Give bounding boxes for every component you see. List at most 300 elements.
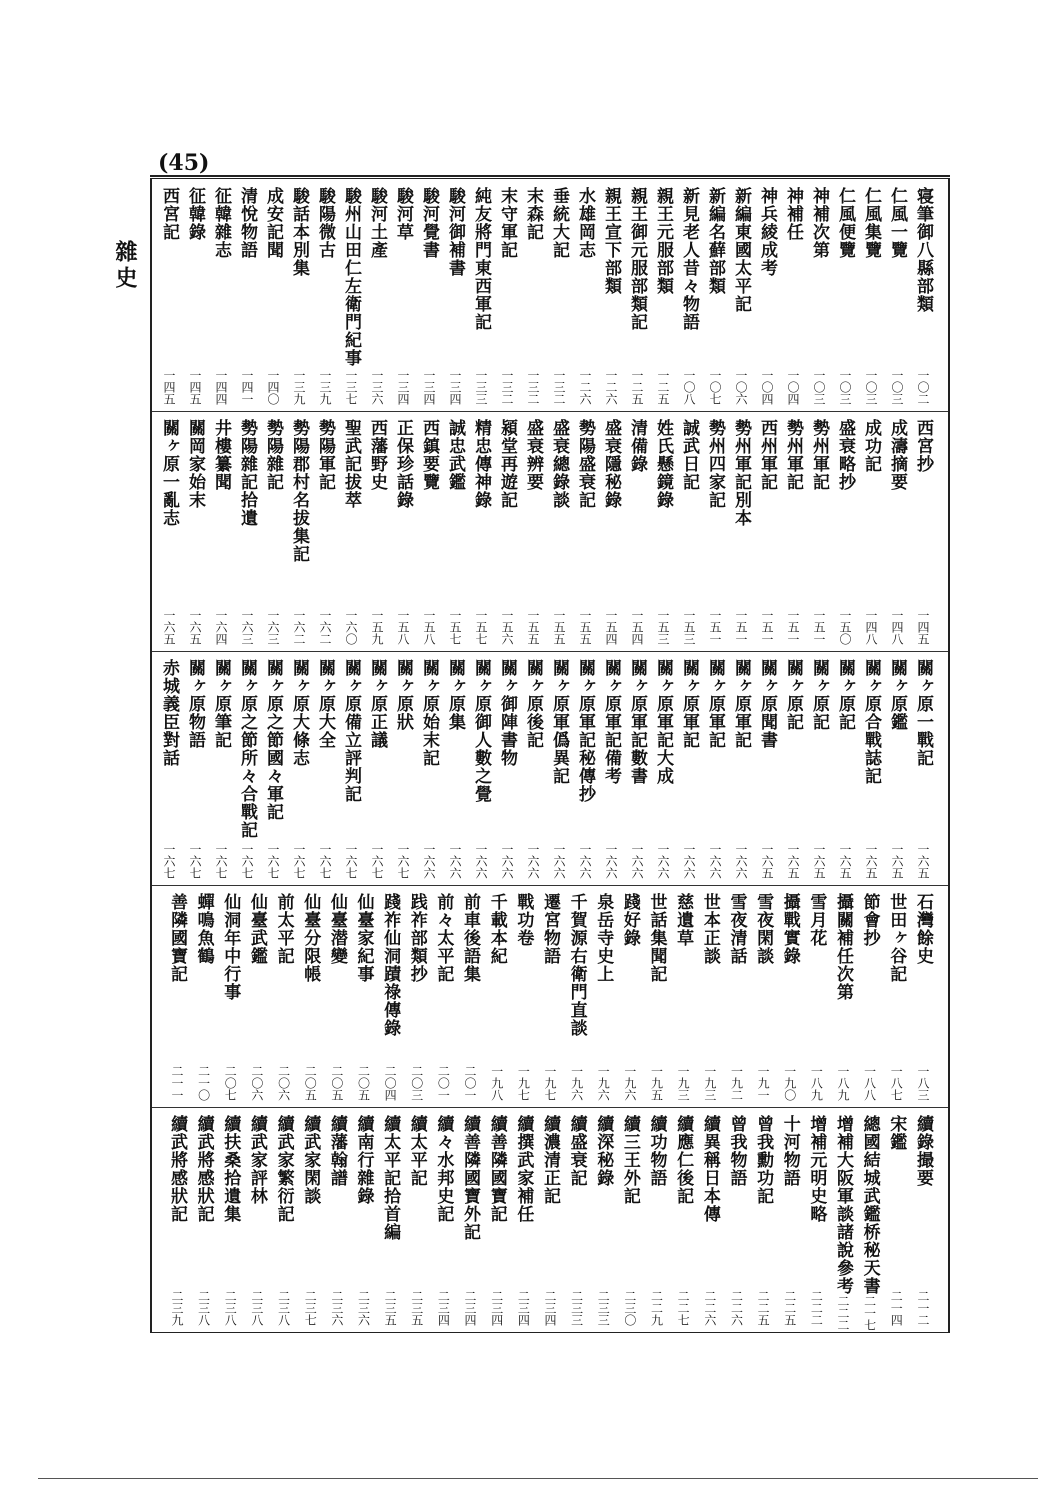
index-entry bbox=[260, 419, 286, 645]
index-entry bbox=[416, 659, 442, 879]
entry-title: 西宮抄 bbox=[913, 419, 933, 473]
index-entry bbox=[286, 659, 312, 879]
entry-page-number: 一九七 bbox=[542, 1065, 557, 1101]
section-divider bbox=[152, 651, 948, 652]
index-entry bbox=[442, 659, 468, 879]
entry-page-number: 一三四 bbox=[448, 369, 462, 405]
entry-page-number: 二三四 bbox=[542, 1290, 557, 1326]
entry-title: 新見老人昔々物語 bbox=[679, 187, 699, 331]
entry-title: 仙洞年中行事 bbox=[220, 893, 241, 1001]
entry-page-number: 一六六 bbox=[448, 843, 462, 879]
index-entry bbox=[803, 893, 829, 1101]
entry-title: 寝筆御八縣部類 bbox=[913, 187, 933, 313]
entry-title: 成功記 bbox=[861, 419, 881, 473]
index-entry bbox=[728, 659, 754, 879]
entry-title: 勢州軍記 bbox=[783, 419, 803, 491]
entry-page-number: 二〇三 bbox=[409, 1065, 424, 1101]
index-entry bbox=[572, 659, 598, 879]
entry-title: 遷宮物語 bbox=[539, 893, 560, 965]
index-entry bbox=[260, 659, 286, 879]
entry-page-number: 一〇三 bbox=[864, 369, 878, 405]
entry-page-number: 一四五 bbox=[188, 369, 202, 405]
index-entry bbox=[182, 659, 208, 879]
entry-page-number: 二三四 bbox=[489, 1290, 504, 1326]
index-entry bbox=[624, 419, 650, 645]
index-entry bbox=[830, 893, 856, 1101]
index-entry bbox=[404, 893, 430, 1101]
index-entry bbox=[430, 893, 456, 1101]
page-number: (45) bbox=[158, 150, 210, 176]
index-entry bbox=[702, 659, 728, 879]
entry-page-number: 一六六 bbox=[604, 843, 618, 879]
entry-title: 關ヶ原軍記備考 bbox=[601, 659, 621, 785]
entry-page-number: 一六七 bbox=[240, 843, 254, 879]
entry-page-number: 一五三 bbox=[682, 609, 696, 645]
index-entry bbox=[884, 659, 910, 879]
entry-page-number: 一五六 bbox=[500, 609, 514, 645]
entry-page-number: 一五〇 bbox=[838, 609, 852, 645]
entry-page-number: 二〇一 bbox=[463, 1065, 478, 1101]
entry-title: 盛衰略抄 bbox=[835, 419, 855, 491]
entry-page-number: 一六七 bbox=[188, 843, 202, 879]
index-entry bbox=[780, 659, 806, 879]
entry-page-number: 一四一 bbox=[240, 369, 254, 405]
entry-page-number: 一九五 bbox=[649, 1065, 664, 1101]
entry-page-number: 一六三 bbox=[266, 609, 280, 645]
side-label: 雜史 bbox=[112, 240, 138, 292]
index-entry bbox=[754, 419, 780, 645]
entry-title: 關ヶ原大條志 bbox=[289, 659, 309, 767]
entry-page-number: 一五四 bbox=[604, 609, 618, 645]
entry-title: 關ヶ原之節所々合戰記 bbox=[237, 659, 257, 839]
index-section-1 bbox=[152, 179, 948, 411]
entry-title: 關ヶ原軍記 bbox=[731, 659, 751, 749]
index-entry bbox=[806, 187, 832, 405]
entry-page-number: 一九一 bbox=[756, 1065, 771, 1101]
entry-title: 慈遺草 bbox=[673, 893, 694, 947]
index-entry bbox=[390, 659, 416, 879]
entry-title: 續功物語 bbox=[646, 1115, 667, 1187]
index-entry bbox=[442, 419, 468, 645]
index-entry bbox=[364, 659, 390, 879]
entry-title: 續武家閑談 bbox=[300, 1115, 321, 1205]
entry-page-number: 一四八 bbox=[864, 609, 878, 645]
entry-title: 前太平記 bbox=[273, 893, 294, 965]
entry-page-number: 二一二 bbox=[915, 1290, 930, 1326]
entry-title: 總國結城武鑑桥秘天書 bbox=[859, 1115, 880, 1295]
entry-page-number: 一九三 bbox=[676, 1065, 691, 1101]
entry-page-number: 一〇四 bbox=[786, 369, 800, 405]
entry-page-number: 二一〇 bbox=[196, 1065, 211, 1101]
entry-title: 井樓纂聞 bbox=[211, 419, 231, 491]
index-entry bbox=[484, 893, 510, 1101]
entry-page-number: 一九二 bbox=[729, 1065, 744, 1101]
index-entry bbox=[286, 419, 312, 645]
entry-title: 勢州軍記別本 bbox=[731, 419, 751, 527]
entry-title: 世話集聞記 bbox=[646, 893, 667, 983]
entry-title: 關ヶ原大全 bbox=[315, 659, 335, 749]
index-entry bbox=[156, 419, 182, 645]
index-entry bbox=[234, 659, 260, 879]
entry-title: 十河物語 bbox=[779, 1115, 800, 1187]
entry-page-number: 二三八 bbox=[223, 1290, 238, 1326]
entry-page-number: 一五八 bbox=[422, 609, 436, 645]
entry-title: 駿河土產 bbox=[367, 187, 387, 259]
entry-title: 仙臺潜變 bbox=[326, 893, 347, 965]
entry-page-number: 二〇五 bbox=[303, 1065, 318, 1101]
entry-page-number: 二〇五 bbox=[329, 1065, 344, 1101]
index-entry bbox=[858, 419, 884, 645]
entry-page-number: 一四四 bbox=[214, 369, 228, 405]
entry-page-number: 一五五 bbox=[552, 609, 566, 645]
entry-page-number: 一六六 bbox=[708, 843, 722, 879]
index-entry bbox=[191, 1115, 217, 1326]
entry-page-number: 一三二 bbox=[526, 369, 540, 405]
entry-page-number: 二三九 bbox=[170, 1290, 184, 1326]
entry-title: 水雄岡志 bbox=[575, 187, 595, 259]
index-entry bbox=[777, 893, 803, 1101]
index-entry bbox=[377, 1115, 403, 1326]
entry-title: 仙臺武鑑 bbox=[246, 893, 267, 965]
entry-title: 清悅物語 bbox=[237, 187, 257, 259]
index-entry bbox=[510, 893, 536, 1101]
index-entry bbox=[910, 419, 936, 645]
index-entry bbox=[676, 419, 702, 645]
index-entry bbox=[404, 1115, 430, 1326]
entry-title: 仙臺家紀事 bbox=[353, 893, 374, 983]
entry-page-number: 一〇三 bbox=[890, 369, 904, 405]
entry-page-number: 二二六 bbox=[702, 1290, 717, 1326]
index-entry bbox=[670, 1115, 696, 1326]
index-entry bbox=[884, 187, 910, 405]
entry-page-number: 二〇四 bbox=[383, 1065, 398, 1101]
index-entry bbox=[590, 1115, 616, 1326]
entry-page-number: 一九〇 bbox=[782, 1065, 797, 1101]
index-entry bbox=[156, 187, 182, 405]
entry-page-number: 二三八 bbox=[196, 1290, 211, 1326]
entry-page-number: 一〇六 bbox=[734, 369, 748, 405]
index-entry bbox=[754, 659, 780, 879]
index-entry bbox=[910, 187, 936, 405]
index-section-5 bbox=[152, 1107, 948, 1332]
entry-page-number: 一三六 bbox=[370, 369, 384, 405]
entry-title: 赤城義臣對話 bbox=[159, 659, 179, 767]
entry-page-number: 二〇六 bbox=[276, 1065, 291, 1101]
entry-page-number: 一二五 bbox=[656, 369, 670, 405]
entry-title: 仙臺分限帳 bbox=[300, 893, 321, 983]
entry-title: 關ヶ原狀 bbox=[393, 659, 413, 731]
entry-page-number: 一〇三 bbox=[838, 369, 852, 405]
index-section-2 bbox=[152, 411, 948, 651]
index-entry bbox=[806, 659, 832, 879]
entry-page-number: 二二五 bbox=[756, 1290, 771, 1326]
entry-title: 垂統大記 bbox=[549, 187, 569, 259]
entry-page-number: 二二五 bbox=[782, 1290, 797, 1326]
entry-title: 續武將感狀記 bbox=[193, 1115, 214, 1223]
index-entry bbox=[324, 893, 350, 1101]
entry-title: 續太平記 bbox=[406, 1115, 427, 1187]
index-entry bbox=[457, 1115, 483, 1326]
index-entry bbox=[271, 893, 297, 1101]
entry-title: 末守軍記 bbox=[497, 187, 517, 259]
index-entry bbox=[312, 187, 338, 405]
index-entry bbox=[806, 419, 832, 645]
entry-page-number: 一二六 bbox=[604, 369, 618, 405]
index-entry bbox=[702, 419, 728, 645]
entry-title: 關ヶ原軍僞異記 bbox=[549, 659, 569, 785]
index-entry bbox=[728, 187, 754, 405]
entry-title: 關岡家始末 bbox=[185, 419, 205, 509]
entry-title: 千載本紀 bbox=[486, 893, 507, 965]
entry-title: 關ヶ原軍記 bbox=[679, 659, 699, 749]
entry-page-number: 一九六 bbox=[569, 1065, 584, 1101]
entry-page-number: 一三九 bbox=[318, 369, 332, 405]
entry-title: 千賀源右衛門直談 bbox=[566, 893, 587, 1037]
index-entry bbox=[430, 1115, 456, 1326]
entry-page-number: 二一一 bbox=[170, 1065, 184, 1101]
entry-page-number: 一六六 bbox=[682, 843, 696, 879]
index-entry bbox=[650, 419, 676, 645]
entry-title: 駿陽微古 bbox=[315, 187, 335, 259]
index-entry bbox=[546, 659, 572, 879]
index-entry bbox=[598, 419, 624, 645]
entry-title: 續藩翰譜 bbox=[326, 1115, 347, 1187]
entry-title: 精忠傳神錄 bbox=[471, 419, 491, 509]
entry-title: 駿河覺書 bbox=[419, 187, 439, 259]
index-entry bbox=[858, 659, 884, 879]
index-entry bbox=[564, 893, 590, 1101]
index-entry bbox=[468, 419, 494, 645]
index-entry bbox=[297, 1115, 323, 1326]
entry-page-number: 一八七 bbox=[889, 1065, 904, 1101]
index-entry bbox=[494, 419, 520, 645]
entry-page-number: 一六三 bbox=[240, 609, 254, 645]
index-entry bbox=[780, 419, 806, 645]
entry-title: 續扶桑拾遺集 bbox=[220, 1115, 241, 1223]
entry-title: 關ヶ原集 bbox=[445, 659, 465, 731]
entry-title: 續濃清正記 bbox=[539, 1115, 560, 1205]
entry-page-number: 一六六 bbox=[552, 843, 566, 879]
entry-title: 雪夜清話 bbox=[726, 893, 747, 965]
entry-page-number: 一六七 bbox=[396, 843, 410, 879]
entry-title: 駿州山田仁左衛門紀事 bbox=[341, 187, 361, 367]
index-entry bbox=[364, 419, 390, 645]
index-entry bbox=[884, 419, 910, 645]
index-entry bbox=[590, 893, 616, 1101]
entry-title: 續深秘錄 bbox=[593, 1115, 614, 1187]
entry-title: 關ヶ原軍記數書 bbox=[627, 659, 647, 785]
entry-title: 續撰武家補任 bbox=[513, 1115, 534, 1223]
index-entry bbox=[750, 1115, 776, 1326]
index-entry bbox=[670, 893, 696, 1101]
index-entry bbox=[728, 419, 754, 645]
index-entry bbox=[244, 1115, 270, 1326]
entry-page-number: 二〇六 bbox=[249, 1065, 264, 1101]
entry-title: 關ヶ原聞書 bbox=[757, 659, 777, 749]
entry-page-number: 一五一 bbox=[786, 609, 800, 645]
entry-page-number: 二二六 bbox=[729, 1290, 744, 1326]
index-entry bbox=[572, 187, 598, 405]
index-entry bbox=[910, 659, 936, 879]
section-divider bbox=[152, 885, 948, 886]
entry-page-number: 一五八 bbox=[396, 609, 410, 645]
index-entry bbox=[598, 659, 624, 879]
index-entry bbox=[564, 1115, 590, 1326]
entry-title: 續武家繁衍記 bbox=[273, 1115, 294, 1223]
entry-title: 盛衰隱秘錄 bbox=[601, 419, 621, 509]
entry-title: 泉岳寺史上 bbox=[593, 893, 614, 983]
entry-title: 關ヶ原記 bbox=[783, 659, 803, 731]
index-entry bbox=[644, 893, 670, 1101]
entry-page-number: 二三四 bbox=[463, 1290, 478, 1326]
index-entry bbox=[350, 893, 376, 1101]
entry-page-number: 一二五 bbox=[630, 369, 644, 405]
entry-page-number: 一五五 bbox=[578, 609, 592, 645]
entry-title: 續三王外記 bbox=[619, 1115, 640, 1205]
index-entry bbox=[208, 659, 234, 879]
entry-page-number: 二三七 bbox=[303, 1290, 318, 1326]
index-entry bbox=[510, 1115, 536, 1326]
entry-title: 關ヶ原之節國々軍記 bbox=[263, 659, 283, 821]
section-divider bbox=[152, 1107, 948, 1108]
entry-title: 親王元服部類 bbox=[653, 187, 673, 295]
entry-title: 誠忠武鑑 bbox=[445, 419, 465, 491]
entry-title: 續々水邦史記 bbox=[433, 1115, 454, 1223]
entry-title: 勢陽雜記拾遺 bbox=[237, 419, 257, 527]
entry-title: 增補元明史略 bbox=[806, 1115, 827, 1223]
entry-page-number: 一六五 bbox=[760, 843, 774, 879]
entry-title: 善隣國寶記 bbox=[167, 893, 187, 983]
index-entry bbox=[830, 1115, 856, 1331]
entry-title: 勢陽郡村名拔集記 bbox=[289, 419, 309, 563]
entry-title: 攝關補任次第 bbox=[833, 893, 854, 1001]
entry-title: 關ヶ原一戰記 bbox=[913, 659, 933, 767]
entry-title: 仁風便覽 bbox=[835, 187, 855, 259]
entry-page-number: 一六七 bbox=[162, 843, 176, 879]
entry-page-number: 一六〇 bbox=[344, 609, 358, 645]
entry-page-number: 一八九 bbox=[809, 1065, 824, 1101]
entry-page-number: 一六七 bbox=[266, 843, 280, 879]
entry-title: 關ヶ原物語 bbox=[185, 659, 205, 749]
entry-title: 續善隣國寶記 bbox=[486, 1115, 507, 1223]
index-section-3 bbox=[152, 651, 948, 885]
entry-page-number: 一六二 bbox=[318, 609, 332, 645]
entry-title: 践祚部類抄 bbox=[406, 893, 427, 983]
index-entry bbox=[520, 187, 546, 405]
entry-page-number: 一四八 bbox=[890, 609, 904, 645]
entry-title: 勢陽雜記 bbox=[263, 419, 283, 491]
index-entry bbox=[832, 187, 858, 405]
entry-page-number: 二二九 bbox=[649, 1290, 664, 1326]
entry-page-number: 一五一 bbox=[812, 609, 826, 645]
entry-title: 關ヶ原後記 bbox=[523, 659, 543, 749]
entry-page-number: 一五三 bbox=[656, 609, 670, 645]
index-entry bbox=[857, 1115, 883, 1331]
entry-title: 節會抄 bbox=[859, 893, 880, 947]
index-entry bbox=[883, 893, 909, 1101]
entry-title: 關ヶ原記 bbox=[835, 659, 855, 731]
entry-title: 盛衰總錄談 bbox=[549, 419, 569, 509]
entry-title: 曾我物語 bbox=[726, 1115, 747, 1187]
entry-title: 正保珍話錄 bbox=[393, 419, 413, 509]
entry-title: 親王宣下部類 bbox=[601, 187, 621, 295]
index-entry bbox=[234, 187, 260, 405]
entry-title: 盛衰辨要 bbox=[523, 419, 543, 491]
index-entry bbox=[644, 1115, 670, 1326]
index-entry bbox=[390, 187, 416, 405]
entry-page-number: 一六七 bbox=[292, 843, 306, 879]
entry-columns bbox=[159, 187, 936, 405]
bottom-rule bbox=[38, 1478, 1038, 1479]
entry-page-number: 一〇二 bbox=[916, 369, 930, 405]
index-entry bbox=[338, 659, 364, 879]
entry-title: 純友將門東西軍記 bbox=[471, 187, 491, 331]
entry-title: 駿河御補書 bbox=[445, 187, 465, 277]
entry-page-number: 一六二 bbox=[292, 609, 306, 645]
entry-page-number: 二三三 bbox=[596, 1290, 611, 1326]
entry-title: 踐好錄 bbox=[619, 893, 640, 947]
entry-title: 關ヶ原御人數之覺 bbox=[471, 659, 491, 803]
entry-page-number: 一六六 bbox=[474, 843, 488, 879]
entry-page-number: 一〇三 bbox=[812, 369, 826, 405]
entry-page-number: 一九六 bbox=[622, 1065, 637, 1101]
index-entry bbox=[312, 419, 338, 645]
index-entry bbox=[617, 1115, 643, 1326]
index-entry bbox=[780, 187, 806, 405]
entry-page-number: 一八三 bbox=[915, 1065, 930, 1101]
entry-page-number: 一四五 bbox=[916, 609, 930, 645]
entry-page-number: 一五五 bbox=[526, 609, 540, 645]
index-entry bbox=[286, 187, 312, 405]
entry-page-number: 一五一 bbox=[708, 609, 722, 645]
entry-title: 續南行雜錄 bbox=[353, 1115, 374, 1205]
index-entry bbox=[182, 187, 208, 405]
entry-page-number: 一六六 bbox=[526, 843, 540, 879]
entry-page-number: 一三七 bbox=[344, 369, 358, 405]
entry-title: 關ヶ原合戰誌記 bbox=[861, 659, 881, 785]
entry-page-number: 一九八 bbox=[489, 1065, 504, 1101]
entry-title: 征韓錄 bbox=[185, 187, 205, 241]
index-entry bbox=[182, 419, 208, 645]
entry-page-number: 一六五 bbox=[188, 609, 202, 645]
index-entry bbox=[338, 187, 364, 405]
entry-page-number: 二三八 bbox=[249, 1290, 264, 1326]
entry-page-number: 一六六 bbox=[734, 843, 748, 879]
entry-page-number: 一五四 bbox=[630, 609, 644, 645]
index-entry bbox=[624, 659, 650, 879]
entry-title: 雪月花 bbox=[806, 893, 827, 947]
entry-title: 前々太平記 bbox=[433, 893, 454, 983]
entry-title: 續善隣國寶外記 bbox=[460, 1115, 481, 1241]
index-entry bbox=[312, 659, 338, 879]
entry-page-number: 一五七 bbox=[474, 609, 488, 645]
entry-title: 西藩野史 bbox=[367, 419, 387, 491]
entry-title: 關ヶ原始末記 bbox=[419, 659, 439, 767]
entry-page-number: 二三六 bbox=[356, 1290, 371, 1326]
entry-page-number: 一九七 bbox=[516, 1065, 531, 1101]
entry-page-number: 一六五 bbox=[812, 843, 826, 879]
entry-title: 關ヶ原備立評判記 bbox=[341, 659, 361, 803]
entry-page-number: 二三〇 bbox=[622, 1290, 637, 1326]
entry-columns bbox=[159, 419, 936, 645]
index-entry bbox=[520, 419, 546, 645]
entry-title: 關ヶ原筆記 bbox=[211, 659, 231, 749]
entry-title: 踐祚仙洞蹟祿傳錄 bbox=[380, 893, 401, 1037]
index-entry bbox=[416, 419, 442, 645]
entry-page-number: 二二二 bbox=[836, 1295, 851, 1331]
entry-title: 續異稱日本傳 bbox=[699, 1115, 720, 1223]
index-entry bbox=[803, 1115, 829, 1326]
